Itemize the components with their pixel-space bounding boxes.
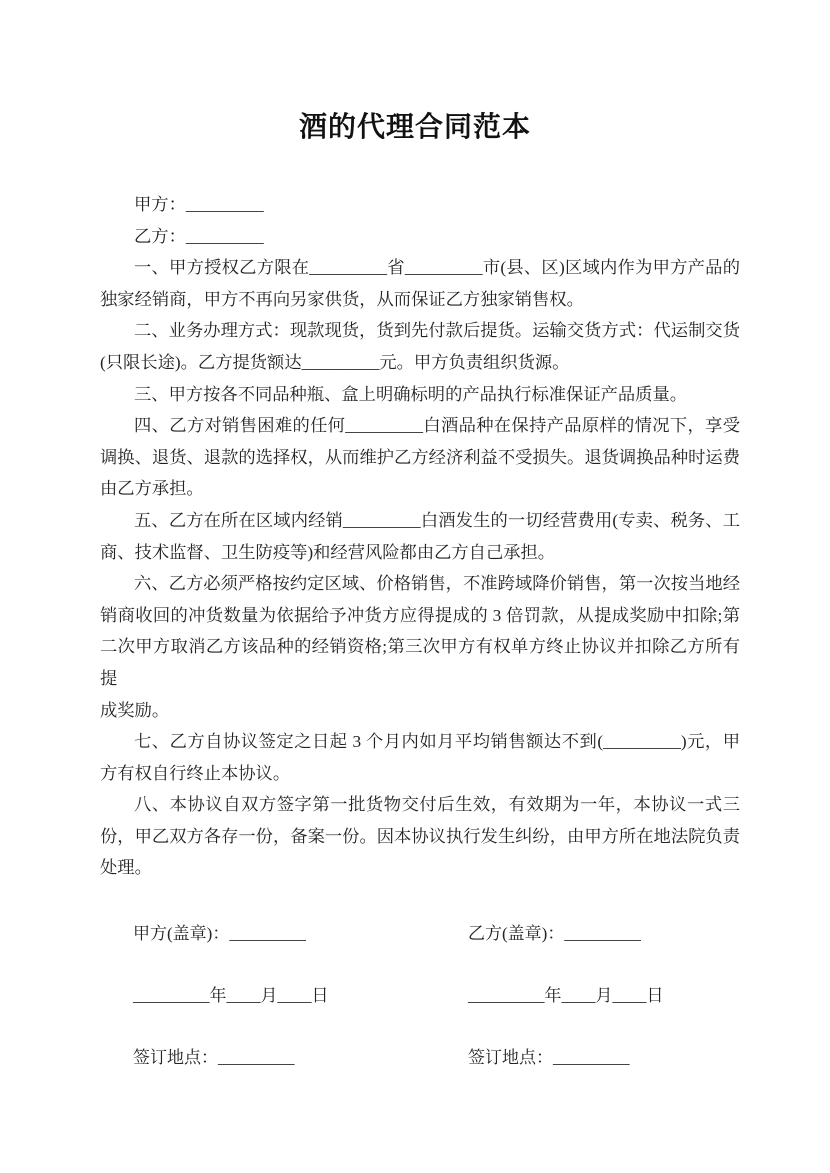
clause-line: 六、乙方必须严格按约定区域、价格销售，不准跨域降价销售，第一次按当地经 (134, 574, 740, 594)
clause-line: 二次甲方取消乙方该品种的经销资格;第三次甲方有权单方终止协议并扣除乙方所有提 (100, 637, 740, 688)
party-b-seal: 乙方(盖章)：_________ (468, 924, 641, 944)
clause-line: 二、业务办理方式：现款现货，货到先付款后提货。运输交货方式：代运制交货 (134, 321, 740, 341)
clause-line: 八、本协议自双方签字第一批货物交付后生效，有效期为一年，本协议一式三 (134, 795, 740, 815)
clause-line: 一、甲方授权乙方限在_________省_________市(县、区)区域内作为甲方产品的 (134, 258, 740, 278)
clause-line: 销商收回的冲货数量为依据给予冲货方应得提成的 3 倍罚款，从提成奖励中扣除;第 (100, 605, 740, 625)
clause-2 (100, 315, 740, 378)
signature-block (133, 920, 773, 1072)
clause-8 (100, 789, 740, 884)
clause-7 (100, 726, 740, 789)
clause-line: 七、乙方自协议签定之日起 3 个月内如月平均销售额达不到(_________)元，甲 (134, 732, 740, 752)
clause-6 (100, 568, 740, 726)
clause-3 (100, 379, 740, 411)
party-a-seal: 甲方(盖章)：_________ (133, 924, 306, 944)
party-b-place: 签订地点：_________ (468, 1048, 630, 1068)
clause-line: 五、乙方在所在区域内经销_________白酒发生的一切经营费用(专卖、税务、工 (134, 510, 740, 530)
clause-5 (100, 505, 740, 568)
document-title: 酒的代理合同范本 (298, 112, 531, 143)
place-row (133, 1044, 773, 1072)
contract-body (100, 189, 740, 884)
clause-line: 成奖励。 (100, 700, 170, 720)
party-b-date: _________年____月____日 (468, 986, 664, 1006)
party-a-place: 签订地点：_________ (133, 1048, 295, 1068)
seal-row (133, 920, 773, 948)
clause-line: 调换、退货、退款的选择权，从而维护乙方经济利益不受损失。退货调换品种时运费 (100, 447, 740, 467)
party-a-line: 甲方：_________ (134, 195, 264, 214)
clause-line: 方有权自行终止本协议。 (100, 763, 291, 783)
clause-line: 处理。 (100, 858, 152, 878)
clause-line: 份，甲乙双方各存一份，备案一份。因本协议执行发生纠纷，由甲方所在地法院负责 (100, 826, 740, 846)
clause-line: 四、乙方对销售困难的任何_________白酒品种在保持产品原样的情况下，享受 (134, 416, 740, 436)
clause-line: 由乙方承担。 (100, 479, 204, 499)
clauses (100, 252, 740, 884)
party-b-line: 乙方：_________ (134, 226, 264, 246)
party-a-date: _________年____月____日 (133, 986, 329, 1006)
clause-1 (100, 252, 740, 315)
clause-4 (100, 410, 740, 505)
clause-line: 独家经销商，甲方不再向另家供货，从而保证乙方独家销售权。 (100, 289, 584, 309)
clause-line: 商、技术监督、卫生防疫等)和经营风险都由乙方自己承担。 (100, 542, 556, 562)
clause-line: 三、甲方按各不同品种瓶、盒上明确标明的产品执行标准保证产品质量。 (134, 384, 688, 404)
clause-line: (只限长途)。乙方提货额达_________元。甲方负责组织货源。 (100, 352, 570, 372)
date-row (133, 982, 773, 1010)
